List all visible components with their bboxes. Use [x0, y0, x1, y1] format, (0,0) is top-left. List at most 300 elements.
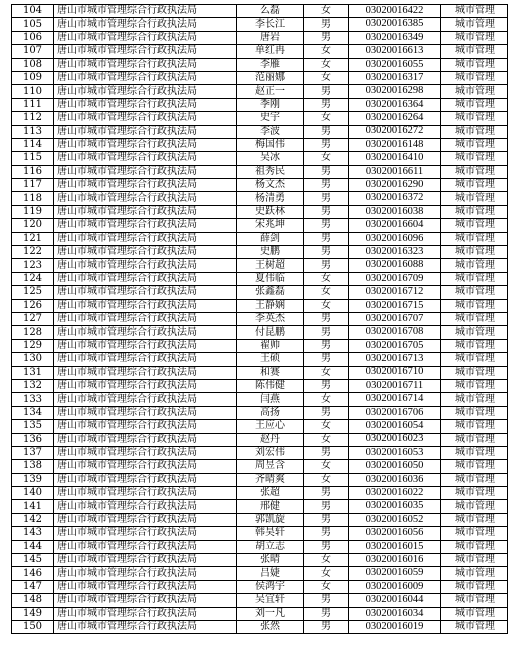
position-cell: 城市管理: [441, 353, 508, 366]
table-row: [12, 272, 508, 285]
table-row: [12, 326, 508, 339]
row-number: 109: [12, 71, 54, 84]
table-row: [12, 246, 508, 259]
position-cell: 城市管理: [441, 219, 508, 232]
position-cell: 城市管理: [441, 420, 508, 433]
position-cell: 城市管理: [441, 205, 508, 218]
table-row: [12, 112, 508, 125]
table-row: [12, 98, 508, 111]
table-body: [12, 5, 508, 634]
unit-cell: 唐山市城市管理综合行政执法局: [54, 165, 237, 178]
unit-cell: 唐山市城市管理综合行政执法局: [54, 125, 237, 138]
row-number: 147: [12, 580, 54, 593]
table-row: [12, 460, 508, 473]
name-cell: 薛剑: [237, 232, 304, 245]
name-cell: 邢健: [237, 500, 304, 513]
table-row: [12, 567, 508, 580]
table-row: [12, 366, 508, 379]
gender-cell: 男: [304, 205, 349, 218]
position-cell: 城市管理: [441, 98, 508, 111]
table-row: [12, 540, 508, 553]
table-row: [12, 607, 508, 620]
row-number: 115: [12, 152, 54, 165]
gender-cell: 男: [304, 312, 349, 325]
row-number: 129: [12, 339, 54, 352]
name-cell: 和赛: [237, 366, 304, 379]
name-cell: 杨清勇: [237, 192, 304, 205]
name-cell: 宋兆坤: [237, 219, 304, 232]
table-row: [12, 500, 508, 513]
row-number: 125: [12, 286, 54, 299]
gender-cell: 男: [304, 85, 349, 98]
position-cell: 城市管理: [441, 179, 508, 192]
table-row: [12, 31, 508, 44]
gender-cell: 男: [304, 219, 349, 232]
name-cell: 范丽娜: [237, 71, 304, 84]
gender-cell: 女: [304, 420, 349, 433]
unit-cell: 唐山市城市管理综合行政执法局: [54, 326, 237, 339]
table-row: [12, 165, 508, 178]
exam-id-cell: 03020016059: [349, 567, 441, 580]
name-cell: 李雁: [237, 58, 304, 71]
exam-id-cell: 03020016044: [349, 594, 441, 607]
table-row: [12, 420, 508, 433]
unit-cell: 唐山市城市管理综合行政执法局: [54, 554, 237, 567]
position-cell: 城市管理: [441, 513, 508, 526]
gender-cell: 男: [304, 138, 349, 151]
row-number: 139: [12, 473, 54, 486]
gender-cell: 女: [304, 366, 349, 379]
position-cell: 城市管理: [441, 85, 508, 98]
exam-id-cell: 03020016096: [349, 232, 441, 245]
row-number: 145: [12, 554, 54, 567]
exam-id-cell: 03020016009: [349, 580, 441, 593]
name-cell: 王硕: [237, 353, 304, 366]
position-cell: 城市管理: [441, 112, 508, 125]
position-cell: 城市管理: [441, 607, 508, 620]
row-number: 150: [12, 620, 54, 633]
row-number: 104: [12, 5, 54, 18]
gender-cell: 男: [304, 165, 349, 178]
unit-cell: 唐山市城市管理综合行政执法局: [54, 31, 237, 44]
name-cell: 赵丹: [237, 433, 304, 446]
unit-cell: 唐山市城市管理综合行政执法局: [54, 152, 237, 165]
name-cell: 齐晴爽: [237, 473, 304, 486]
position-cell: 城市管理: [441, 259, 508, 272]
gender-cell: 男: [304, 406, 349, 419]
position-cell: 城市管理: [441, 246, 508, 259]
exam-id-cell: 03020016019: [349, 620, 441, 633]
gender-cell: 女: [304, 580, 349, 593]
name-cell: 李波: [237, 125, 304, 138]
name-cell: 刘一凡: [237, 607, 304, 620]
gender-cell: 女: [304, 554, 349, 567]
gender-cell: 男: [304, 379, 349, 392]
exam-id-cell: 03020016016: [349, 554, 441, 567]
gender-cell: 男: [304, 232, 349, 245]
name-cell: 夏伟临: [237, 272, 304, 285]
exam-id-cell: 03020016290: [349, 179, 441, 192]
name-cell: 王树超: [237, 259, 304, 272]
exam-id-cell: 03020016422: [349, 5, 441, 18]
table-row: [12, 339, 508, 352]
exam-id-cell: 03020016706: [349, 406, 441, 419]
position-cell: 城市管理: [441, 138, 508, 151]
gender-cell: 男: [304, 487, 349, 500]
gender-cell: 男: [304, 179, 349, 192]
name-cell: 闫燕: [237, 393, 304, 406]
exam-id-cell: 03020016707: [349, 312, 441, 325]
exam-id-cell: 03020016034: [349, 607, 441, 620]
gender-cell: 男: [304, 607, 349, 620]
exam-id-cell: 03020016714: [349, 393, 441, 406]
unit-cell: 唐山市城市管理综合行政执法局: [54, 272, 237, 285]
position-cell: 城市管理: [441, 620, 508, 633]
gender-cell: 男: [304, 446, 349, 459]
roster-table: [11, 4, 508, 634]
unit-cell: 唐山市城市管理综合行政执法局: [54, 312, 237, 325]
table-row: [12, 45, 508, 58]
exam-id-cell: 03020016148: [349, 138, 441, 151]
unit-cell: 唐山市城市管理综合行政执法局: [54, 353, 237, 366]
unit-cell: 唐山市城市管理综合行政执法局: [54, 246, 237, 259]
name-cell: 么磊: [237, 5, 304, 18]
table-row: [12, 71, 508, 84]
exam-id-cell: 03020016264: [349, 112, 441, 125]
row-number: 105: [12, 18, 54, 31]
row-number: 135: [12, 420, 54, 433]
exam-id-cell: 03020016709: [349, 272, 441, 285]
name-cell: 陈伟健: [237, 379, 304, 392]
position-cell: 城市管理: [441, 299, 508, 312]
name-cell: 张然: [237, 620, 304, 633]
name-cell: 吴宜轩: [237, 594, 304, 607]
exam-id-cell: 03020016317: [349, 71, 441, 84]
name-cell: 张鑫磊: [237, 286, 304, 299]
row-number: 126: [12, 299, 54, 312]
row-number: 127: [12, 312, 54, 325]
gender-cell: 女: [304, 152, 349, 165]
row-number: 146: [12, 567, 54, 580]
row-number: 114: [12, 138, 54, 151]
unit-cell: 唐山市城市管理综合行政执法局: [54, 620, 237, 633]
name-cell: 季刚: [237, 98, 304, 111]
table-row: [12, 554, 508, 567]
unit-cell: 唐山市城市管理综合行政执法局: [54, 98, 237, 111]
gender-cell: 女: [304, 299, 349, 312]
gender-cell: 男: [304, 500, 349, 513]
unit-cell: 唐山市城市管理综合行政执法局: [54, 192, 237, 205]
unit-cell: 唐山市城市管理综合行政执法局: [54, 259, 237, 272]
position-cell: 城市管理: [441, 487, 508, 500]
row-number: 120: [12, 219, 54, 232]
name-cell: 史鹏: [237, 246, 304, 259]
position-cell: 城市管理: [441, 500, 508, 513]
table-row: [12, 353, 508, 366]
exam-id-cell: 03020016705: [349, 339, 441, 352]
exam-id-cell: 03020016038: [349, 205, 441, 218]
unit-cell: 唐山市城市管理综合行政执法局: [54, 513, 237, 526]
unit-cell: 唐山市城市管理综合行政执法局: [54, 473, 237, 486]
name-cell: 张超: [237, 487, 304, 500]
exam-id-cell: 03020016410: [349, 152, 441, 165]
row-number: 116: [12, 165, 54, 178]
row-number: 110: [12, 85, 54, 98]
row-number: 128: [12, 326, 54, 339]
gender-cell: 女: [304, 45, 349, 58]
table-row: [12, 299, 508, 312]
table-row: [12, 179, 508, 192]
table-row: [12, 393, 508, 406]
name-cell: 吕婕: [237, 567, 304, 580]
table-row: [12, 487, 508, 500]
gender-cell: 女: [304, 272, 349, 285]
unit-cell: 唐山市城市管理综合行政执法局: [54, 527, 237, 540]
position-cell: 城市管理: [441, 366, 508, 379]
unit-cell: 唐山市城市管理综合行政执法局: [54, 299, 237, 312]
exam-id-cell: 03020016710: [349, 366, 441, 379]
row-number: 144: [12, 540, 54, 553]
gender-cell: 男: [304, 259, 349, 272]
exam-id-cell: 03020016035: [349, 500, 441, 513]
row-number: 118: [12, 192, 54, 205]
table-row: [12, 152, 508, 165]
exam-id-cell: 03020016323: [349, 246, 441, 259]
exam-id-cell: 03020016611: [349, 165, 441, 178]
exam-id-cell: 03020016713: [349, 353, 441, 366]
exam-id-cell: 03020016711: [349, 379, 441, 392]
row-number: 119: [12, 205, 54, 218]
unit-cell: 唐山市城市管理综合行政执法局: [54, 71, 237, 84]
unit-cell: 唐山市城市管理综合行政执法局: [54, 594, 237, 607]
gender-cell: 男: [304, 246, 349, 259]
position-cell: 城市管理: [441, 339, 508, 352]
name-cell: 唐岩: [237, 31, 304, 44]
row-number: 132: [12, 379, 54, 392]
name-cell: 王应心: [237, 420, 304, 433]
exam-id-cell: 03020016613: [349, 45, 441, 58]
unit-cell: 唐山市城市管理综合行政执法局: [54, 379, 237, 392]
position-cell: 城市管理: [441, 58, 508, 71]
table-row: [12, 527, 508, 540]
position-cell: 城市管理: [441, 125, 508, 138]
row-number: 136: [12, 433, 54, 446]
row-number: 123: [12, 259, 54, 272]
position-cell: 城市管理: [441, 580, 508, 593]
name-cell: 张晴: [237, 554, 304, 567]
position-cell: 城市管理: [441, 165, 508, 178]
name-cell: 郭凯旋: [237, 513, 304, 526]
table-row: [12, 379, 508, 392]
position-cell: 城市管理: [441, 286, 508, 299]
gender-cell: 男: [304, 620, 349, 633]
table-row: [12, 286, 508, 299]
name-cell: 翟帅: [237, 339, 304, 352]
row-number: 108: [12, 58, 54, 71]
unit-cell: 唐山市城市管理综合行政执法局: [54, 487, 237, 500]
position-cell: 城市管理: [441, 5, 508, 18]
row-number: 140: [12, 487, 54, 500]
name-cell: 侯鸿宇: [237, 580, 304, 593]
position-cell: 城市管理: [441, 312, 508, 325]
exam-id-cell: 03020016050: [349, 460, 441, 473]
name-cell: 胡立志: [237, 540, 304, 553]
row-number: 143: [12, 527, 54, 540]
exam-id-cell: 03020016015: [349, 540, 441, 553]
position-cell: 城市管理: [441, 594, 508, 607]
table-row: [12, 513, 508, 526]
exam-id-cell: 03020016088: [349, 259, 441, 272]
table-row: [12, 620, 508, 633]
exam-id-cell: 03020016053: [349, 446, 441, 459]
unit-cell: 唐山市城市管理综合行政执法局: [54, 205, 237, 218]
unit-cell: 唐山市城市管理综合行政执法局: [54, 219, 237, 232]
position-cell: 城市管理: [441, 554, 508, 567]
position-cell: 城市管理: [441, 527, 508, 540]
gender-cell: 男: [304, 125, 349, 138]
gender-cell: 男: [304, 513, 349, 526]
unit-cell: 唐山市城市管理综合行政执法局: [54, 540, 237, 553]
gender-cell: 男: [304, 18, 349, 31]
unit-cell: 唐山市城市管理综合行政执法局: [54, 460, 237, 473]
exam-id-cell: 03020016364: [349, 98, 441, 111]
exam-id-cell: 03020016604: [349, 219, 441, 232]
gender-cell: 男: [304, 540, 349, 553]
name-cell: 高扬: [237, 406, 304, 419]
row-number: 121: [12, 232, 54, 245]
row-number: 122: [12, 246, 54, 259]
unit-cell: 唐山市城市管理综合行政执法局: [54, 446, 237, 459]
gender-cell: 女: [304, 460, 349, 473]
row-number: 137: [12, 446, 54, 459]
position-cell: 城市管理: [441, 567, 508, 580]
table-row: [12, 205, 508, 218]
position-cell: 城市管理: [441, 326, 508, 339]
unit-cell: 唐山市城市管理综合行政执法局: [54, 5, 237, 18]
row-number: 130: [12, 353, 54, 366]
unit-cell: 唐山市城市管理综合行政执法局: [54, 420, 237, 433]
row-number: 117: [12, 179, 54, 192]
gender-cell: 男: [304, 339, 349, 352]
position-cell: 城市管理: [441, 272, 508, 285]
unit-cell: 唐山市城市管理综合行政执法局: [54, 406, 237, 419]
unit-cell: 唐山市城市管理综合行政执法局: [54, 18, 237, 31]
exam-id-cell: 03020016052: [349, 513, 441, 526]
table-row: [12, 232, 508, 245]
row-number: 106: [12, 31, 54, 44]
gender-cell: 女: [304, 71, 349, 84]
unit-cell: 唐山市城市管理综合行政执法局: [54, 366, 237, 379]
table-row: [12, 473, 508, 486]
exam-id-cell: 03020016022: [349, 487, 441, 500]
unit-cell: 唐山市城市管理综合行政执法局: [54, 85, 237, 98]
position-cell: 城市管理: [441, 473, 508, 486]
exam-id-cell: 03020016715: [349, 299, 441, 312]
name-cell: 刘宏伟: [237, 446, 304, 459]
table-row: [12, 5, 508, 18]
position-cell: 城市管理: [441, 540, 508, 553]
exam-id-cell: 03020016056: [349, 527, 441, 540]
gender-cell: 女: [304, 58, 349, 71]
gender-cell: 女: [304, 112, 349, 125]
position-cell: 城市管理: [441, 18, 508, 31]
name-cell: 周昱含: [237, 460, 304, 473]
row-number: 131: [12, 366, 54, 379]
gender-cell: 女: [304, 5, 349, 18]
position-cell: 城市管理: [441, 232, 508, 245]
row-number: 148: [12, 594, 54, 607]
gender-cell: 男: [304, 353, 349, 366]
exam-id-cell: 03020016272: [349, 125, 441, 138]
unit-cell: 唐山市城市管理综合行政执法局: [54, 45, 237, 58]
position-cell: 城市管理: [441, 446, 508, 459]
unit-cell: 唐山市城市管理综合行政执法局: [54, 112, 237, 125]
table-row: [12, 125, 508, 138]
unit-cell: 唐山市城市管理综合行政执法局: [54, 232, 237, 245]
name-cell: 李英杰: [237, 312, 304, 325]
row-number: 133: [12, 393, 54, 406]
exam-id-cell: 03020016036: [349, 473, 441, 486]
table-row: [12, 594, 508, 607]
name-cell: 梅国伟: [237, 138, 304, 151]
unit-cell: 唐山市城市管理综合行政执法局: [54, 339, 237, 352]
name-cell: 吴冰: [237, 152, 304, 165]
unit-cell: 唐山市城市管理综合行政执法局: [54, 393, 237, 406]
gender-cell: 女: [304, 393, 349, 406]
name-cell: 付昆鹏: [237, 326, 304, 339]
gender-cell: 男: [304, 98, 349, 111]
name-cell: 史宇: [237, 112, 304, 125]
row-number: 124: [12, 272, 54, 285]
name-cell: 杨文杰: [237, 179, 304, 192]
table-row: [12, 433, 508, 446]
name-cell: 李长江: [237, 18, 304, 31]
gender-cell: 女: [304, 473, 349, 486]
table-row: [12, 58, 508, 71]
position-cell: 城市管理: [441, 433, 508, 446]
exam-id-cell: 03020016055: [349, 58, 441, 71]
row-number: 111: [12, 98, 54, 111]
row-number: 134: [12, 406, 54, 419]
name-cell: 祖秀民: [237, 165, 304, 178]
name-cell: 韩昊轩: [237, 527, 304, 540]
exam-id-cell: 03020016712: [349, 286, 441, 299]
exam-id-cell: 03020016385: [349, 18, 441, 31]
table-row: [12, 219, 508, 232]
unit-cell: 唐山市城市管理综合行政执法局: [54, 286, 237, 299]
name-cell: 单红冉: [237, 45, 304, 58]
position-cell: 城市管理: [441, 152, 508, 165]
table-row: [12, 406, 508, 419]
unit-cell: 唐山市城市管理综合行政执法局: [54, 607, 237, 620]
gender-cell: 男: [304, 326, 349, 339]
unit-cell: 唐山市城市管理综合行政执法局: [54, 433, 237, 446]
gender-cell: 女: [304, 433, 349, 446]
row-number: 107: [12, 45, 54, 58]
exam-id-cell: 03020016349: [349, 31, 441, 44]
unit-cell: 唐山市城市管理综合行政执法局: [54, 138, 237, 151]
position-cell: 城市管理: [441, 192, 508, 205]
row-number: 141: [12, 500, 54, 513]
name-cell: 赵正一: [237, 85, 304, 98]
row-number: 113: [12, 125, 54, 138]
unit-cell: 唐山市城市管理综合行政执法局: [54, 580, 237, 593]
position-cell: 城市管理: [441, 393, 508, 406]
table-row: [12, 446, 508, 459]
name-cell: 史跃林: [237, 205, 304, 218]
row-number: 142: [12, 513, 54, 526]
row-number: 138: [12, 460, 54, 473]
